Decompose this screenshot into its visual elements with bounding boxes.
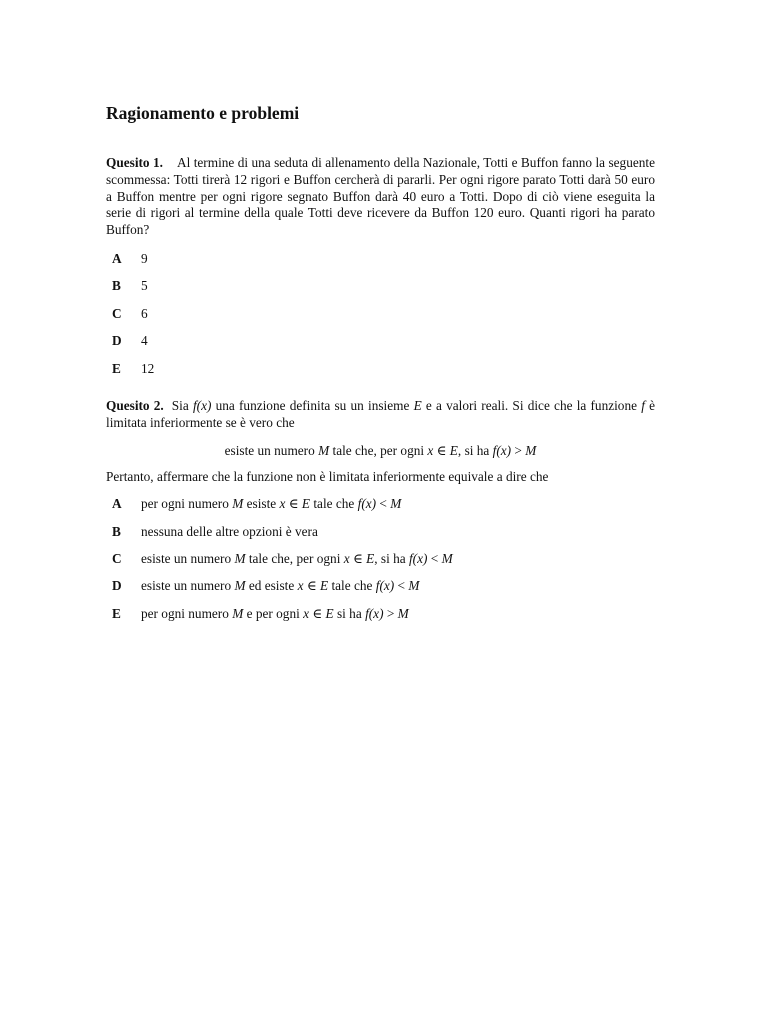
question-2-label: Quesito 2. (106, 397, 164, 413)
question-1-text: Al termine di una seduta di allenamento della Nazionale, Totti e Buffon fanno la seguente scommessa: Totti tirerà 12 rigori e Buffon cercherà di pararli. Per ogni rigore parato Totti darà 50 euro a Buffon mentre per ogni rigore segnato Buffon darà 40 euro a Totti. Dopo di ciò viene eseguita la serie di rigori al termine della quale Totti deve ricevere da Buffon 120 euro. Quanti rigori ha parato Buffon? (106, 155, 655, 238)
math-symbol: f(x) (357, 496, 377, 512)
math-symbol: M (234, 550, 246, 566)
math-symbol: x (343, 550, 350, 566)
option-text: per ogni numero M esiste x ∈ E tale che f(x) < M (141, 496, 402, 512)
option-letter: A (112, 496, 122, 512)
math-symbol: M (234, 578, 246, 594)
option-item (106, 251, 655, 278)
question-2-intro-2: una funzione definita su un insieme (211, 397, 414, 413)
option-text: nessuna delle altre opzioni è vera (141, 523, 318, 539)
math-symbol: M (525, 442, 537, 458)
question-2-intro-3: e a valori reali. Si dice che la funzione (421, 397, 642, 413)
option-item (106, 524, 655, 551)
math-symbol: E (320, 578, 329, 594)
option-letter: E (112, 605, 121, 621)
option-item (106, 361, 655, 388)
question-2-display-statement: esiste un numero M tale che, per ogni x ∈ E, si ha f(x) > M (224, 442, 537, 458)
option-item (106, 551, 655, 578)
option-item (106, 306, 655, 333)
option-letter: B (112, 278, 121, 294)
option-item (106, 578, 655, 605)
math-set-e: E (413, 397, 422, 413)
option-letter: E (112, 360, 121, 376)
math-symbol: M (441, 550, 453, 566)
math-symbol: M (232, 605, 244, 621)
math-symbol: M (318, 442, 330, 458)
option-letter: C (112, 305, 122, 321)
option-text: 6 (141, 305, 148, 321)
math-symbol: f(x) (365, 605, 384, 621)
question-2-intro-1: Sia (171, 397, 193, 413)
math-symbol: M (397, 605, 409, 621)
option-text: 12 (141, 360, 155, 376)
math-symbol: E (325, 605, 334, 621)
option-item (106, 333, 655, 360)
option-item (106, 496, 655, 523)
document-page (106, 102, 655, 633)
math-fx: f(x) (192, 397, 212, 413)
math-symbol: E (449, 442, 458, 458)
option-letter: B (112, 523, 121, 539)
math-symbol: f(x) (408, 550, 428, 566)
option-letter: D (112, 578, 122, 594)
math-symbol: f(x) (492, 442, 512, 458)
option-text: esiste un numero M ed esiste x ∈ E tale che f(x) < M (141, 578, 420, 594)
question-1-options (106, 251, 655, 388)
question-2-followup: Pertanto, affermare che la funzione non è limitata inferiormente equivale a dire che (106, 469, 549, 485)
math-symbol: M (408, 578, 420, 594)
math-symbol: E (301, 496, 311, 512)
option-letter: C (112, 550, 122, 566)
option-text: 4 (141, 333, 148, 349)
option-text: 5 (141, 278, 148, 294)
section-title: Ragionamento e problemi (106, 103, 300, 123)
question-2 (106, 398, 655, 432)
math-symbol: x (303, 605, 310, 621)
math-symbol: x (279, 496, 286, 512)
math-f: f (641, 397, 645, 413)
question-2-options (106, 496, 655, 633)
option-text: 9 (141, 250, 148, 266)
math-symbol: M (390, 496, 402, 512)
math-symbol: x (427, 442, 434, 458)
option-letter: A (112, 250, 122, 266)
question-2-intro-4: è limitata inferiormente se è vero che (106, 397, 656, 430)
math-symbol: E (366, 550, 375, 566)
option-text: esiste un numero M tale che, per ogni x ∈ E, si ha f(x) < M (141, 550, 453, 566)
option-item (106, 278, 655, 305)
math-symbol: M (232, 496, 244, 512)
math-symbol: f(x) (375, 578, 395, 594)
option-text: per ogni numero M e per ogni x ∈ E si ha f(x) > M (141, 605, 409, 621)
option-letter: D (112, 333, 122, 349)
math-symbol: x (297, 578, 304, 594)
option-item (106, 606, 655, 633)
question-1 (106, 155, 655, 239)
question-1-label: Quesito 1. (106, 155, 163, 170)
